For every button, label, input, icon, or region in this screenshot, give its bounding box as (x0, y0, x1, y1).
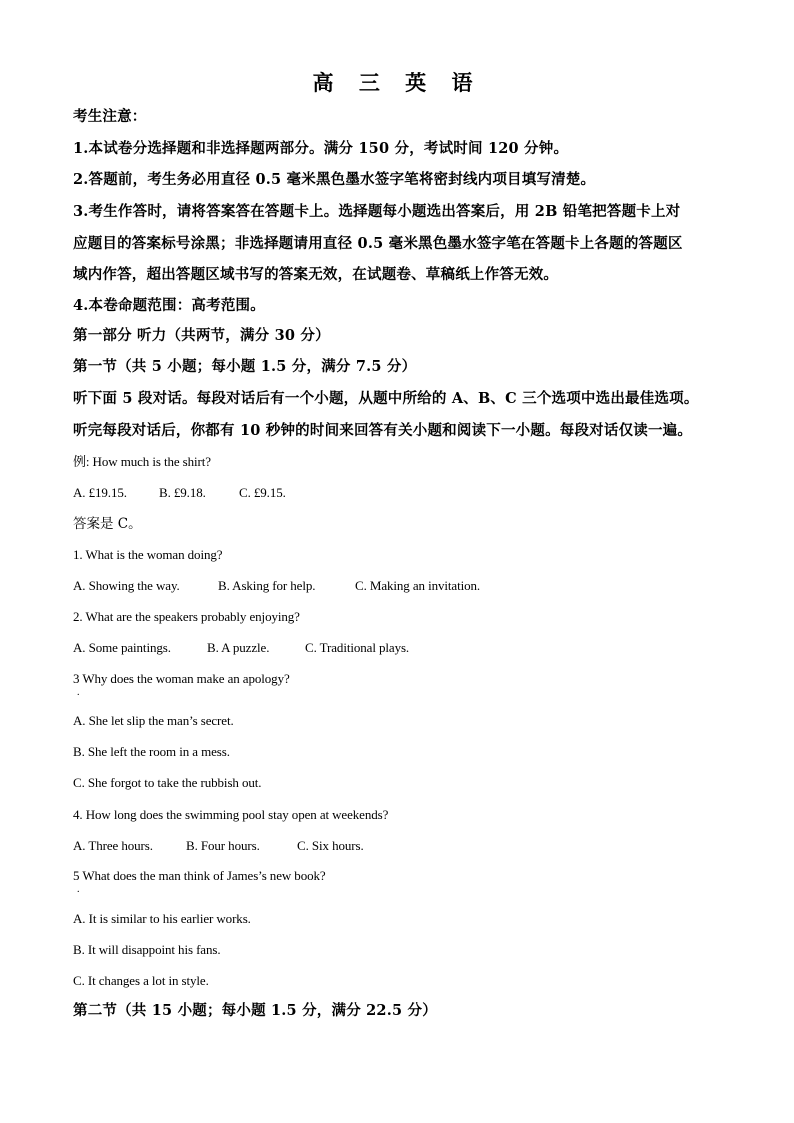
notice-heading: 考生注意： (73, 108, 147, 125)
question-3-tick-mark: . (77, 687, 80, 698)
question-2-option-c: C. Traditional plays. (305, 640, 410, 655)
question-1-option-c: C. Making an invitation. (355, 578, 481, 593)
question-5-option-b: B. It will disappoint his fans. (73, 942, 221, 957)
question-3-option-b: B. She left the room in a mess. (73, 744, 230, 759)
notice-item-2: 2.答题前，考生务必用直径 0.5 毫米黑色墨水签字笔将密封线内项目填写清楚。 (73, 171, 596, 188)
question-2-options (73, 638, 409, 658)
question-4-option-c: C. Six hours. (297, 838, 364, 853)
question-4-options (73, 836, 364, 856)
question-3-option-c: C. She forgot to take the rubbish out. (73, 775, 262, 790)
example-question: 例: How much is the shirt? (73, 454, 211, 469)
section1-heading: 第一节（共 5 小题；每小题 1.5 分，满分 7.5 分） (73, 358, 417, 375)
notice-item-3: 3.考生作答时，请将答案答在答题卡上。选择题每小题选出答案后，用 2B 铅笔把答题卡上对 (73, 203, 681, 220)
question-4-option-b: B. Four hours. (186, 838, 260, 853)
example-options (73, 483, 286, 503)
question-2: 2. What are the speakers probably enjoying? (73, 609, 300, 624)
question-3: 3 Why does the woman make an apology? (73, 671, 290, 686)
notice-item-1: 1.本试卷分选择题和非选择题两部分。满分 150 分，考试时间 120 分钟。 (73, 140, 569, 157)
question-3-option-a: A. She let slip the man’s secret. (73, 713, 234, 728)
example-option-b: B. £9.18. (159, 485, 206, 500)
example-option-a: A. £19.15. (73, 485, 127, 500)
question-1-options (73, 576, 480, 596)
instructions-line-1: 听下面 5 段对话。每段对话后有一个小题，从题中所给的 A、B、C 三个选项中选出最佳选项。 (73, 390, 699, 407)
notice-item-4: 4.本卷命题范围：高考范围。 (73, 297, 265, 314)
section2-heading: 第二节（共 15 小题；每小题 1.5 分，满分 22.5 分） (73, 1002, 437, 1019)
example-option-c: C. £9.15. (239, 485, 286, 500)
example-answer: 答案是 C。 (73, 516, 142, 532)
page-title: 高 三 英 语 (312, 70, 482, 95)
question-4: 4. How long does the swimming pool stay open at weekends? (73, 807, 389, 822)
question-2-option-b: B. A puzzle. (207, 640, 270, 655)
question-5-option-c: C. It changes a lot in style. (73, 973, 209, 988)
question-5-option-a: A. It is similar to his earlier works. (73, 911, 251, 926)
question-1: 1. What is the woman doing? (73, 547, 223, 562)
notice-item-3-cont-1: 应题目的答案标号涂黑；非选择题请用直径 0.5 毫米黑色墨水签字笔在答题卡上各题的答题区 (73, 235, 683, 252)
instructions-line-2: 听完每段对话后，你都有 10 秒钟的时间来回答有关小题和阅读下一小题。每段对话仅读一遍。 (73, 422, 693, 439)
question-4-option-a: A. Three hours. (73, 838, 153, 853)
question-1-option-a: A. Showing the way. (73, 578, 180, 593)
question-1-option-b: B. Asking for help. (218, 578, 316, 593)
part1-heading: 第一部分 听力（共两节，满分 30 分） (73, 327, 330, 344)
question-5-tick-mark: . (77, 884, 80, 895)
notice-item-3-cont-2: 域内作答，超出答题区域书写的答案无效，在试题卷、草稿纸上作答无效。 (73, 266, 559, 283)
question-5: 5 What does the man think of James’s new book? (73, 868, 326, 883)
question-2-option-a: A. Some paintings. (73, 640, 171, 655)
